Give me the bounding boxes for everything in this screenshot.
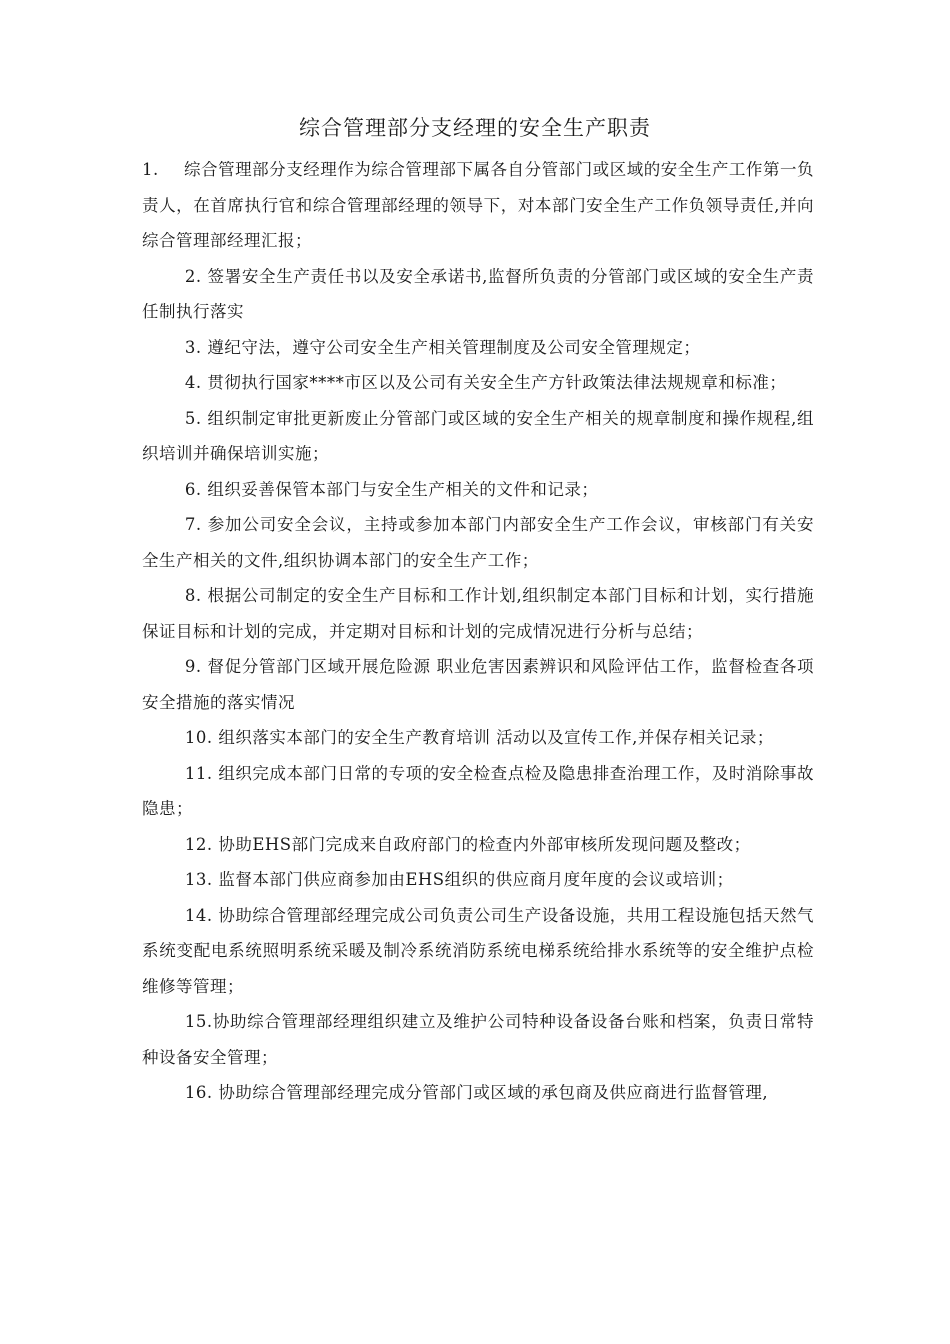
document-title: 综合管理部分支经理的安全生产职责 [299,116,651,140]
list-item: 9. 督促分管部门区域开展危险源 职业危害因素辨识和风险评估工作，监督检查各项安全措施的落实情况 [142,657,814,712]
list-item: 4. 贯彻执行国家****市区以及公司有关安全生产方针政策法律法规规章和标准； [184,373,787,392]
list-item: 10. 组织落实本部门的安全生产教育培训 活动以及宣传工作,并保存相关记录； [184,728,774,747]
list-item: 14. 协助综合管理部经理完成公司负责公司生产设备设施，共用工程设施包括天然气系统变配电系统照明系统采暖及制冷系统消防系统电梯系统给排水系统等的安全维护点检维修等管理； [142,905,814,996]
list-item: 12. 协助EHS部门完成来自政府部门的检查内外部审核所发现问题及整改； [184,834,751,854]
list-item: 5. 组织制定审批更新废止分管部门或区域的安全生产相关的规章制度和操作规程,组织培训并确保培训实施； [142,408,814,463]
document-body [142,152,814,1111]
list-item [142,152,814,259]
list-item: 3. 遵纪守法，遵守公司安全生产相关管理制度及公司安全管理规定； [184,337,701,357]
list-item: 8. 根据公司制定的安全生产目标和工作计划,组织制定本部门目标和计划，实行措施保证目标和计划的完成，并定期对目标和计划的完成情况进行分析与总结； [142,586,814,641]
list-item: 6. 组织妥善保管本部门与安全生产相关的文件和记录； [184,479,599,499]
list-item: 16. 协助综合管理部经理完成分管部门或区域的承包商及供应商进行监督管理, [184,1083,769,1102]
list-item: 13. 监督本部门供应商参加由EHS组织的供应商月度年度的会议或培训； [184,870,734,889]
item-number: 1. [142,160,159,179]
item-text: 综合管理部分支经理作为综合管理部下属各自分管部门或区域的安全生产工作第一负责人，在首席执行官和综合管理部经理的领导下，对本部门安全生产工作负领导责任,并向综合管理部经理汇报； [142,160,814,250]
list-item: 11. 组织完成本部门日常的专项的安全检查点检及隐患排查治理工作，及时消除事故隐患； [142,763,814,818]
list-item: 7. 参加公司安全会议，主持或参加本部门内部安全生产工作会议，审核部门有关安全生产相关的文件,组织协调本部门的安全生产工作； [142,515,814,570]
list-item: 15.协助综合管理部经理组织建立及维护公司特种设备设备台账和档案，负责日常特种设备安全管理； [142,1012,814,1067]
list-item: 2. 签署安全生产责任书以及安全承诺书,监督所负责的分管部门或区域的安全生产责任制执行落实 [142,266,814,321]
